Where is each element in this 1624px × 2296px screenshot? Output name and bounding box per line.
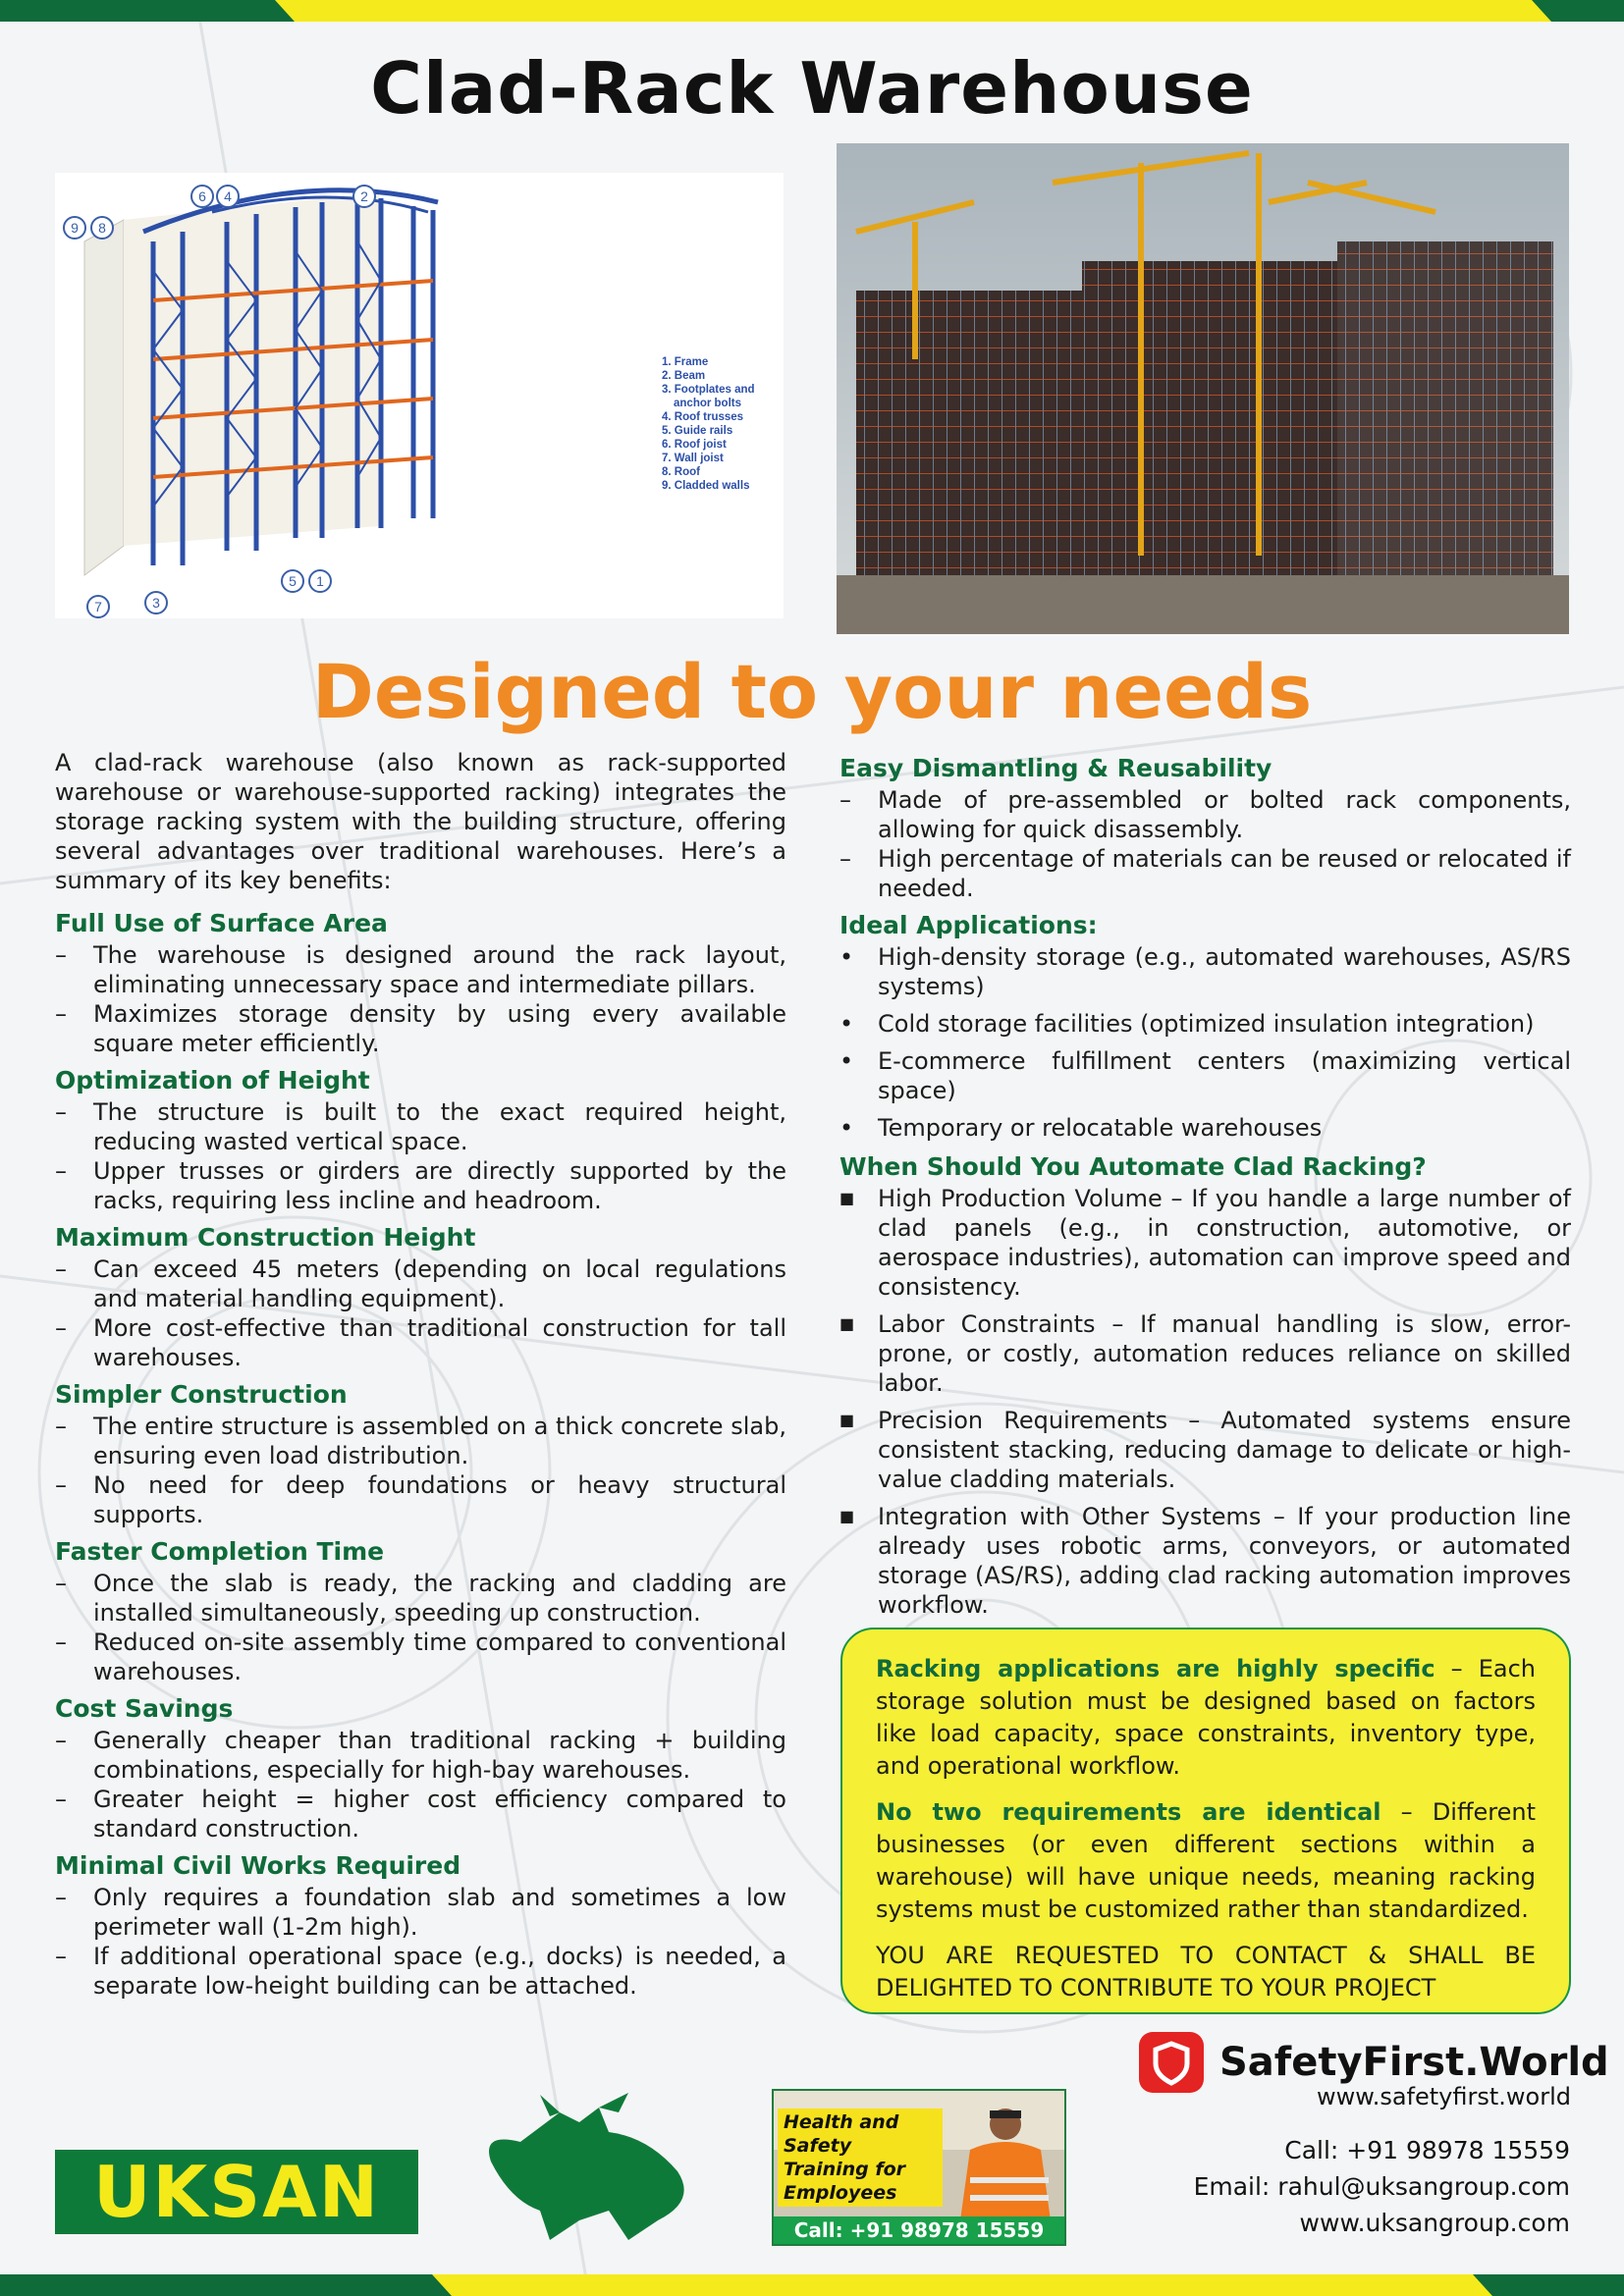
training-phone[interactable]: Call: +91 98978 15559 (774, 2216, 1064, 2244)
callout-4: 4 (224, 188, 232, 204)
list-item: No need for deep foundations or heavy structural supports. (93, 1471, 786, 1528)
brand-url[interactable]: www.safetyfirst.world (1317, 2083, 1571, 2110)
intro-paragraph: A clad-rack warehouse (also known as rack-supported warehouse or warehouse-supported racking) integrates the storage racking system with the building structure, offering several advantages over traditional warehouses. Here’s a summary of its key benefits: (55, 749, 786, 894)
section-heading: When Should You Automate Clad Racking? (839, 1152, 1427, 1181)
brand-name: SafetyFirst.World (1219, 2040, 1609, 2085)
bull-logo-icon (452, 2093, 717, 2250)
right-column (839, 748, 1571, 1628)
section-cost-savings: Cost Savings – Generally cheaper than traditional racking + building combinations, especially for high-bay warehouses. – Greater height = higher cost efficiency compared to standard construction. (55, 1694, 786, 1842)
section-surface-area: Full Use of Surface Area – The warehouse is designed around the rack layout, eliminating unnecessary space and intermediate pillars. – Maximizes storage density by using every available square meter efficiently. (55, 909, 786, 1057)
list-item: Greater height = higher cost efficiency compared to standard construction. (93, 1786, 786, 1842)
list-item: Can exceed 45 meters (depending on local regulations and material handling equipment). (93, 1255, 786, 1312)
legend-item: 6. Roof joist (662, 439, 727, 451)
section-automate: When Should You Automate Clad Racking? ■ High Production Volume – If you handle a large number of clad panels (e.g., in construction, automotive, or aerospace industries), automation can improve speed and consistency. ■ Labor Constraints – If manual handling is slow, error-prone, or costly, automation reduces reliance on skilled labor. ■ Precision Requirements – Automated systems ensure consistent stacking, reducing damage to delicate or high-value cladding materials. ■ Integration with Other Systems – If your production line already uses robotic arms, conveyors, or automated storage (AS/RS), adding clad racking automation improves workflow. (839, 1152, 1571, 1619)
list-item: Integration with Other Systems – If your production line already uses robotic arms, conveyors, or automated storage (AS/RS), adding clad racking automation improves workflow. (878, 1503, 1571, 1619)
section-heading: Optimization of Height (55, 1066, 370, 1095)
callout-3: 3 (152, 595, 160, 611)
rack-diagram (55, 173, 784, 618)
uksan-logo (55, 2150, 418, 2234)
list-item: Precision Requirements – Automated systems ensure consistent stacking, reducing damage to delicate or high-value cladding materials. (878, 1407, 1571, 1493)
training-ad[interactable] (772, 2089, 1066, 2246)
section-heading: Minimal Civil Works Required (55, 1851, 461, 1880)
list-item: If additional operational space (e.g., docks) is needed, a separate low-height building can be attached. (93, 1943, 786, 2000)
list-item: Cold storage facilities (optimized insulation integration) (878, 1010, 1535, 1038)
list-item: High Production Volume – If you handle a large number of clad panels (e.g., in construction, automotive, or aerospace industries), automation can improve speed and consistency. (878, 1185, 1571, 1301)
section-dismantling: Easy Dismantling & Reusability – Made of pre-assembled or bolted rack components, allowing for quick disassembly. – High percentage of materials can be reused or relocated if needed. (839, 754, 1571, 902)
list-item: High percentage of materials can be reused or relocated if needed. (878, 845, 1571, 902)
list-item: Upper trusses or girders are directly supported by the racks, requiring less incline and headroom. (93, 1157, 786, 1214)
list-item: E-commerce fulfillment centers (maximizing vertical space) (878, 1047, 1571, 1104)
left-column (55, 748, 786, 2006)
list-item: The structure is built to the exact required height, reducing wasted vertical space. (93, 1098, 786, 1155)
contact-block (1194, 2132, 1570, 2241)
shield-icon (1137, 2030, 1206, 2095)
section-max-height: Maximum Construction Height – Can exceed 45 meters (depending on local regulations and material handling equipment). – More cost-effective than traditional construction for tall warehouses. (55, 1223, 786, 1371)
legend-item: 2. Beam (662, 370, 706, 382)
legend-item: anchor bolts (674, 398, 742, 409)
section-subtitle: Designed to your needs (311, 648, 1313, 735)
callout-1: 1 (316, 573, 324, 589)
list-item: More cost-effective than traditional construction for tall warehouses. (93, 1314, 786, 1371)
section-heading: Ideal Applications: (839, 911, 1098, 939)
section-heading: Faster Completion Time (55, 1537, 385, 1566)
list-item: Reduced on-site assembly time compared to conventional warehouses. (93, 1629, 786, 1685)
contact-website[interactable]: www.uksangroup.com (1299, 2209, 1570, 2237)
section-heading: Full Use of Surface Area (55, 909, 388, 937)
callout-text: – Each storage solution must be designed based on factors like load capacity, space constraints, inventory type, and operational workflow. (876, 1655, 1536, 1780)
section-heading: Maximum Construction Height (55, 1223, 476, 1252)
section-heading: Cost Savings (55, 1694, 234, 1723)
section-faster-completion: Faster Completion Time – Once the slab is ready, the racking and cladding are installed simultaneously, speeding up construction. – Reduced on-site assembly time compared to conventional warehouses. (55, 1537, 786, 1685)
top-band (0, 0, 1624, 22)
bottom-band (0, 2274, 1624, 2296)
list-item: Once the slab is ready, the racking and cladding are installed simultaneously, speeding up construction. (93, 1570, 786, 1627)
callout-highlight: Racking applications are highly specific (876, 1655, 1435, 1682)
section-applications: Ideal Applications: • High-density storage (e.g., automated warehouses, AS/RS systems) • Cold storage facilities (optimized insulation integration) • E-commerce fulfillment centers (maximizing vertical space) • Temporary or relocatable warehouses (839, 911, 1571, 1142)
legend-item: 1. Frame (662, 356, 709, 368)
training-title: Health and Safety Training for Employees (778, 2109, 943, 2207)
legend-item: 9. Cladded walls (662, 480, 750, 492)
callout-box (840, 1628, 1571, 2014)
page-title: Clad-Rack Warehouse (370, 47, 1254, 130)
callout-5: 5 (289, 573, 297, 589)
safetyfirst-logo (1137, 2026, 1609, 2110)
list-item: Generally cheaper than traditional racking + building combinations, especially for high-bay warehouses. (93, 1727, 786, 1784)
contact-request: YOU ARE REQUESTED TO CONTACT & SHALL BE DELIGHTED TO CONTRIBUTE TO YOUR PROJECT (876, 1942, 1536, 2002)
list-item: Maximizes storage density by using every available square meter efficiently. (93, 1000, 786, 1057)
section-height: Optimization of Height – The structure is built to the exact required height, reducing wasted vertical space. – Upper trusses or girders are directly supported by the racks, requiring less incline and headroom. (55, 1066, 786, 1214)
callout-7: 7 (94, 599, 102, 614)
list-item: Made of pre-assembled or bolted rack components, allowing for quick disassembly. (878, 786, 1571, 843)
legend-item: 8. Roof (662, 466, 700, 478)
callout-9: 9 (71, 220, 79, 236)
list-item: High-density storage (e.g., automated warehouses, AS/RS systems) (878, 943, 1571, 1000)
uksan-wordmark: UKSAN (92, 2151, 381, 2233)
list-item: The entire structure is assembled on a thick concrete slab, ensuring even load distribution. (93, 1413, 786, 1469)
callout-2: 2 (360, 188, 368, 204)
contact-email[interactable]: Email: rahul@uksangroup.com (1193, 2172, 1570, 2201)
callout-8: 8 (98, 220, 106, 236)
callout-text: – Different businesses (or even different sections within a warehouse) will have unique needs, meaning racking systems must be customized rather than standardized. (876, 1798, 1537, 1923)
list-item: Temporary or relocatable warehouses (878, 1114, 1323, 1142)
section-civil-works: Minimal Civil Works Required – Only requires a foundation slab and sometimes a low perimeter wall (1-2m high). – If additional operational space (e.g., docks) is needed, a separate low-height building can be attached. (55, 1851, 786, 2000)
list-item: Labor Constraints – If manual handling is slow, error-prone, or costly, automation reduces reliance on skilled labor. (878, 1310, 1571, 1397)
section-simpler-construction: Simpler Construction – The entire structure is assembled on a thick concrete slab, ensuring even load distribution. – No need for deep foundations or heavy structural supports. (55, 1380, 786, 1528)
callout-highlight: No two requirements are identical (876, 1798, 1381, 1826)
legend-item: 7. Wall joist (662, 453, 724, 464)
list-item: The warehouse is designed around the rack layout, eliminating unnecessary space and intermediate pillars. (93, 941, 786, 998)
section-heading: Simpler Construction (55, 1380, 348, 1409)
legend-item: 5. Guide rails (662, 425, 733, 437)
legend-item: 4. Roof trusses (662, 411, 744, 423)
section-heading: Easy Dismantling & Reusability (839, 754, 1272, 782)
list-item: Only requires a foundation slab and sometimes a low perimeter wall (1-2m high). (93, 1884, 786, 1941)
callout-6: 6 (198, 188, 206, 204)
contact-phone[interactable]: Call: +91 98978 15559 (1284, 2136, 1570, 2164)
legend-item: 3. Footplates and (662, 384, 755, 396)
construction-photo (837, 143, 1569, 634)
